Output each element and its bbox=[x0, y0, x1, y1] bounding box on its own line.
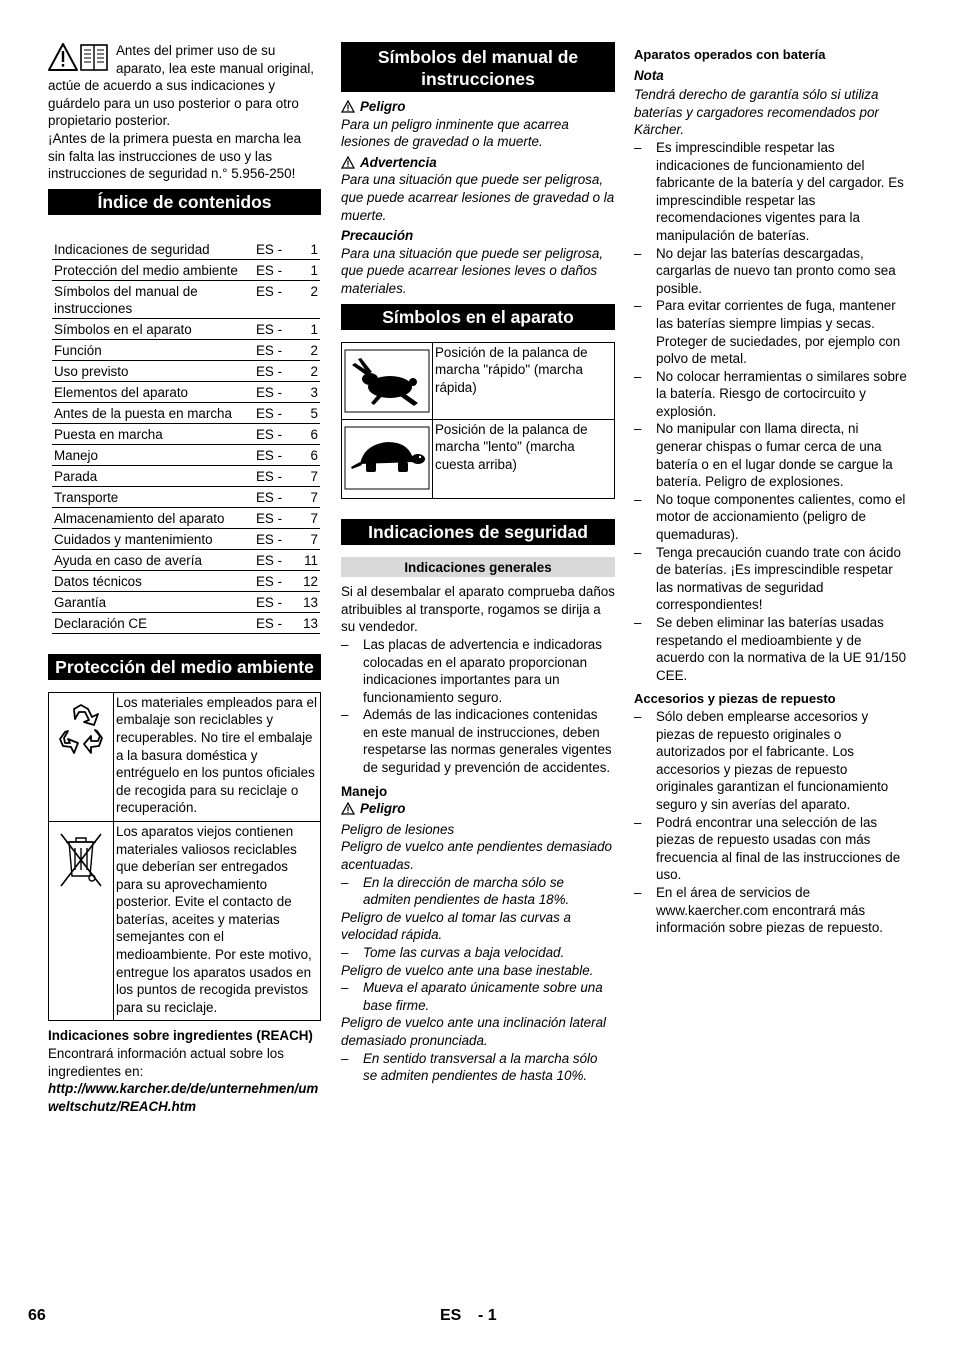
toc-title: Uso previsto bbox=[52, 360, 248, 381]
list-item: – Además de las indicaciones contenidas en este manual de instrucciones, deben respetarse las normas generales vigentes de seguridad y prevención de accidentes. bbox=[341, 706, 615, 776]
list-item: – No colocar herramientas o similares sobre la batería. Riesgo de cortocircuito y explosión. bbox=[634, 368, 908, 421]
peligro-text: Para un peligro inminente que acarrea lesiones de gravedad o la muerte. bbox=[341, 116, 569, 150]
crossed-bin-icon bbox=[49, 822, 114, 1021]
toc-page: 2 bbox=[300, 339, 320, 360]
warning-icon bbox=[341, 156, 355, 169]
lento-text: Posición de la palanca de marcha "lento" (marcha cuesta arriba) bbox=[435, 421, 588, 472]
reach-heading: Indicaciones sobre ingredientes (REACH) bbox=[48, 1028, 313, 1044]
weee-row bbox=[49, 821, 320, 1021]
column-middle bbox=[341, 42, 615, 1085]
recycle-text: Los materiales empleados para el embalaje son reciclables y recuperables. No tire el embalaje a la basura doméstica y entréguelo en los puntos oficiales de recogida para su reciclaje o recuperación. bbox=[116, 694, 317, 816]
toc-row[interactable] bbox=[52, 570, 320, 591]
battery-list bbox=[634, 139, 908, 684]
toc-page: 1 bbox=[300, 259, 320, 280]
toc-lang: ES - bbox=[248, 465, 300, 486]
toc-row[interactable] bbox=[52, 402, 320, 423]
warning-triangle-icon bbox=[49, 44, 77, 70]
toc-row[interactable] bbox=[52, 280, 320, 318]
lento-row bbox=[342, 419, 614, 498]
toc-row[interactable] bbox=[52, 465, 320, 486]
toc-row[interactable] bbox=[52, 591, 320, 612]
manejo-lines bbox=[341, 821, 615, 1085]
toc-row[interactable] bbox=[52, 239, 320, 260]
manejo-hazard: Peligro de vuelco ante una base inestable. bbox=[341, 962, 594, 978]
manejo-instruction: – Tome las curvas a baja velocidad. bbox=[341, 944, 615, 962]
toc-lang: ES - bbox=[248, 612, 300, 633]
intro-block bbox=[48, 42, 321, 183]
weee-text: Los aparatos viejos contienen materiales valiosos reciclables que deberían ser entregados para su aprovechamiento posterior. Evite el contacto de baterías, aceites y materias semejantes con el medioambiente. Por este motivo, entregue los aparatos usados en los puntos de recogida previstos para su reciclaje. bbox=[116, 823, 312, 1015]
toc-page: 12 bbox=[300, 570, 320, 591]
toc-page: 3 bbox=[300, 381, 320, 402]
toc-row[interactable] bbox=[52, 318, 320, 339]
toc-lang: ES - bbox=[248, 381, 300, 402]
toc-lang: ES - bbox=[248, 528, 300, 549]
toc-heading: Índice de contenidos bbox=[48, 189, 321, 215]
rapido-row bbox=[342, 343, 614, 419]
recycle-icon bbox=[49, 693, 114, 821]
safety-heading: Indicaciones de seguridad bbox=[341, 519, 615, 545]
toc-title: Almacenamiento del aparato bbox=[52, 507, 248, 528]
device-symbols-heading: Símbolos en el aparato bbox=[341, 304, 615, 330]
list-item: – No dejar las baterías descargadas, cargarlas de nuevo tan pronto como sea posible. bbox=[634, 245, 908, 298]
toc-lang: ES - bbox=[248, 360, 300, 381]
list-item: – Para evitar corrientes de fuga, mantener las baterías siempre limpias y secas. Proteger de suciedades, por ejemplo con polvo de metal. bbox=[634, 297, 908, 367]
toc-row[interactable] bbox=[52, 507, 320, 528]
manejo-hazard: Peligro de vuelco al tomar las curvas a velocidad rápida. bbox=[341, 909, 571, 943]
toc-page: 7 bbox=[300, 528, 320, 549]
toc-row[interactable] bbox=[52, 486, 320, 507]
toc-title: Indicaciones de seguridad bbox=[52, 239, 248, 260]
manejo-instruction-list bbox=[341, 1050, 615, 1085]
toc-page: 11 bbox=[300, 549, 320, 570]
list-item: – Es imprescindible respetar las indicaciones de funcionamiento del fabricante de la batería y del cargador. Es imprescindible respetar las recomendaciones vigentes para la manipulación de baterías. bbox=[634, 139, 908, 245]
toc-lang: ES - bbox=[248, 280, 300, 318]
column-right bbox=[634, 46, 908, 937]
recycle-row bbox=[49, 693, 320, 821]
toc-title: Datos técnicos bbox=[52, 570, 248, 591]
toc-title: Símbolos en el aparato bbox=[52, 318, 248, 339]
toc-lang: ES - bbox=[248, 591, 300, 612]
page-number: 66 bbox=[28, 1307, 46, 1324]
toc-row[interactable] bbox=[52, 259, 320, 280]
precaucion-text: Para una situación que puede ser peligrosa, que puede acarrear lesiones leves o daños materiales. bbox=[341, 245, 604, 296]
toc-row[interactable] bbox=[52, 381, 320, 402]
warning-icon bbox=[341, 802, 355, 815]
toc-title: Antes de la puesta en marcha bbox=[52, 402, 248, 423]
toc-page: 1 bbox=[300, 318, 320, 339]
toc-page: 7 bbox=[300, 486, 320, 507]
manejo-instruction-list bbox=[341, 874, 615, 909]
manejo-hazard: Peligro de vuelco ante pendientes demasiado acentuadas. bbox=[341, 839, 612, 873]
toc-lang: ES - bbox=[248, 339, 300, 360]
manejo-instruction-list bbox=[341, 944, 615, 962]
column-left bbox=[48, 42, 321, 1115]
toc-page: 7 bbox=[300, 507, 320, 528]
manejo-heading: Manejo bbox=[341, 783, 388, 799]
toc-title: Elementos del aparato bbox=[52, 381, 248, 402]
manual-symbols-heading: Símbolos del manual de instrucciones bbox=[341, 42, 615, 92]
env-box bbox=[48, 692, 321, 1022]
intro-paragraph-2: ¡Antes de la primera puesta en marcha lea sin falta las instrucciones de uso y las instrucciones de seguridad n.° 5.956-250! bbox=[48, 130, 302, 182]
toc-title: Puesta en marcha bbox=[52, 423, 248, 444]
toc-row[interactable] bbox=[52, 612, 320, 633]
toc-lang: ES - bbox=[248, 402, 300, 423]
toc-title: Manejo bbox=[52, 444, 248, 465]
toc-title: Declaración CE bbox=[52, 612, 248, 633]
warning-icon bbox=[341, 100, 355, 113]
toc-lang: ES - bbox=[248, 486, 300, 507]
manejo-instruction: – En la dirección de marcha sólo se admiten pendientes de hasta 18%. bbox=[341, 874, 615, 909]
manejo-peligro-label: Peligro bbox=[360, 801, 406, 817]
reach-link[interactable]: http://www.karcher.de/de/unternehmen/umweltschutz/REACH.htm bbox=[48, 1081, 319, 1114]
list-item: – Podrá encontrar una selección de las piezas de repuesto usadas con más frecuencia al final de las instrucciones de uso. bbox=[634, 814, 908, 884]
intro-paragraph-1: Antes del primer uso de su aparato, lea este manual original, actúe de acuerdo a sus indicaciones y guárdelo para un uso posterior o para otro propietario posterior. bbox=[48, 43, 315, 129]
intro-icons bbox=[48, 42, 112, 74]
toc-page: 6 bbox=[300, 423, 320, 444]
toc-row[interactable] bbox=[52, 360, 320, 381]
toc-page: 2 bbox=[300, 360, 320, 381]
manejo-instruction: – Mueva el aparato únicamente sobre una base firme. bbox=[341, 979, 615, 1014]
footer-page-ref: - 1 bbox=[478, 1307, 497, 1324]
manejo-hazard: Peligro de vuelco ante una inclinación lateral demasiado pronunciada. bbox=[341, 1015, 607, 1048]
precaucion-label: Precaución bbox=[341, 228, 414, 244]
toc-lang: ES - bbox=[248, 444, 300, 465]
toc-lang: ES - bbox=[248, 570, 300, 591]
toc-page: 6 bbox=[300, 444, 320, 465]
rabbit-icon bbox=[342, 343, 433, 419]
toc-title: Transporte bbox=[52, 486, 248, 507]
toc-title: Ayuda en caso de avería bbox=[52, 549, 248, 570]
general-list bbox=[341, 636, 615, 777]
manejo-peligro-row bbox=[341, 800, 615, 818]
toc-page: 5 bbox=[300, 402, 320, 423]
toc-page: 1 bbox=[300, 239, 320, 260]
advertencia-label-row bbox=[341, 154, 615, 172]
list-item: – Las placas de advertencia e indicadoras colocadas en el aparato proporcionan indicaciones importantes para un funcionamiento seguro. bbox=[341, 636, 615, 706]
toc-title: Función bbox=[52, 339, 248, 360]
toc-row[interactable] bbox=[52, 423, 320, 444]
accessories-list bbox=[634, 708, 908, 937]
toc-title: Símbolos del manual de instrucciones bbox=[52, 280, 248, 318]
rapido-text: Posición de la palanca de marcha "rápido" (marcha rápida) bbox=[435, 344, 588, 395]
peligro-label-row bbox=[341, 98, 615, 116]
toc-title: Garantía bbox=[52, 591, 248, 612]
toc-title: Cuidados y mantenimiento bbox=[52, 528, 248, 549]
general-text: Si al desembalar el aparato comprueba daños atribuibles al transporte, rogamos se dirija a su vendedor. bbox=[341, 584, 615, 635]
general-heading: Indicaciones generales bbox=[341, 557, 615, 578]
toc-lang: ES - bbox=[248, 423, 300, 444]
toc-table bbox=[52, 239, 320, 634]
toc-lang: ES - bbox=[248, 549, 300, 570]
device-symbols-box bbox=[341, 342, 615, 499]
manejo-instruction-list bbox=[341, 979, 615, 1014]
turtle-icon bbox=[342, 420, 433, 498]
list-item: – No toque componentes calientes, como el motor de accionamiento (peligro de quemaduras). bbox=[634, 491, 908, 544]
accessories-heading: Accesorios y piezas de repuesto bbox=[634, 691, 836, 707]
list-item: – Sólo deben emplearse accesorios y piezas de repuesto originales o autorizados por el fabricante. Los accesorios y piezas de repuesto originales garantizan el funcionamiento seguro y sin averías del aparato. bbox=[634, 708, 908, 814]
peligro-label: Peligro bbox=[360, 99, 406, 114]
advertencia-label: Advertencia bbox=[360, 154, 437, 170]
list-item: – Tenga precaución cuando trate con ácido de baterías. ¡Es imprescindible respetar las normativas de seguridad correspondientes! bbox=[634, 544, 908, 614]
advertencia-text: Para una situación que puede ser peligrosa, que puede acarrear lesiones de gravedad o la muerte. bbox=[341, 172, 615, 223]
toc-lang: ES - bbox=[248, 259, 300, 280]
toc-title: Parada bbox=[52, 465, 248, 486]
footer-lang: ES bbox=[440, 1307, 462, 1324]
toc-lang: ES - bbox=[248, 507, 300, 528]
toc-row[interactable] bbox=[52, 339, 320, 360]
toc-row[interactable] bbox=[52, 528, 320, 549]
manual-book-icon bbox=[81, 45, 107, 70]
list-item: – No manipular con llama directa, ni generar chispas o fumar cerca de una batería o en el lugar donde se cargue la batería. Peligro de explosiones. bbox=[634, 420, 908, 490]
toc-lang: ES - bbox=[248, 239, 300, 260]
nota-label: Nota bbox=[634, 67, 664, 83]
toc-title: Protección del medio ambiente bbox=[52, 259, 248, 280]
list-item: – Se deben eliminar las baterías usadas respetando el medioambiente y de acuerdo con la normativa de la UE 91/150 CEE. bbox=[634, 614, 908, 684]
toc-page: 7 bbox=[300, 465, 320, 486]
env-heading: Protección del medio ambiente bbox=[48, 654, 321, 680]
reach-text: Encontrará información actual sobre los ingredientes en: bbox=[48, 1046, 284, 1079]
toc-page: 13 bbox=[300, 591, 320, 612]
toc-page: 2 bbox=[300, 280, 320, 318]
toc-row[interactable] bbox=[52, 549, 320, 570]
list-item: – En el área de servicios de www.kaercher.com encontrará más información sobre piezas de repuesto. bbox=[634, 884, 908, 937]
toc-row[interactable] bbox=[52, 444, 320, 465]
battery-heading: Aparatos operados con batería bbox=[634, 47, 826, 62]
toc-lang: ES - bbox=[248, 318, 300, 339]
manejo-hazard: Peligro de lesiones bbox=[341, 821, 455, 837]
nota-text: Tendrá derecho de garantía sólo si utiliza baterías y cargadores recomendados por Kärcher. bbox=[634, 87, 879, 138]
manejo-instruction: – En sentido transversal a la marcha sólo se admiten pendientes de hasta 10%. bbox=[341, 1050, 615, 1085]
toc-page: 13 bbox=[300, 612, 320, 633]
